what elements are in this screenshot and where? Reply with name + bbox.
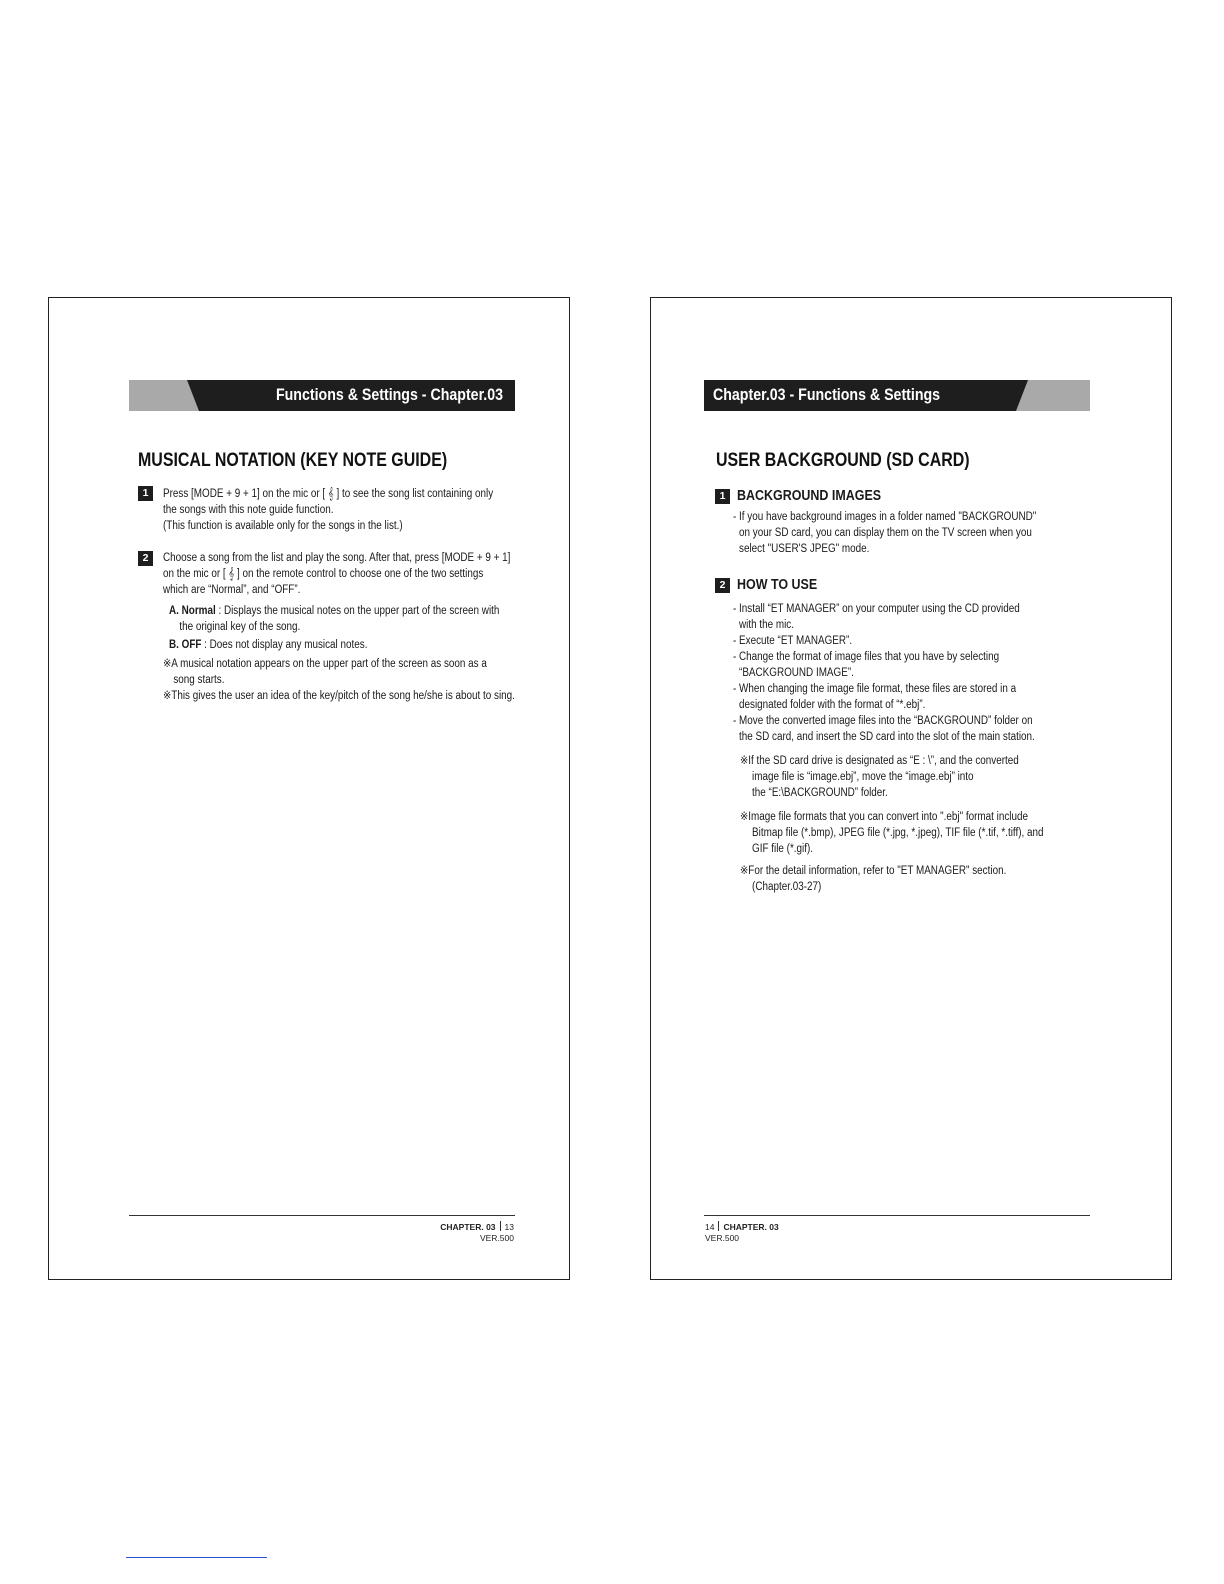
step-2-line: on the mic or [ 𝄞 ] on the remote control to choose one of the two settings — [163, 568, 484, 580]
section-2-line: - Execute “ET MANAGER”. — [733, 635, 853, 647]
note-line: ※This gives the user an idea of the key/pitch of the song he/she is about to sing. — [163, 690, 515, 702]
footer-chapter: CHAPTER. 03 — [440, 1222, 496, 1232]
note-line: song starts. — [173, 674, 225, 686]
left-page — [48, 297, 570, 1280]
right-footer — [705, 1221, 779, 1244]
right-header-bar — [704, 380, 1090, 411]
section-2-note-3 — [740, 863, 1006, 895]
option-a-label: A. Normal — [169, 605, 216, 617]
step-1-text — [163, 486, 493, 534]
left-page-title: MUSICAL NOTATION (KEY NOTE GUIDE) — [138, 450, 448, 471]
step-1-line: Press [MODE + 9 + 1] on the mic or [ 𝄞 ] to see the song list containing only — [163, 488, 494, 500]
note-line: ※If the SD card drive is designated as “E : \”, and the converted — [740, 755, 1019, 767]
left-footer — [440, 1221, 514, 1244]
section-2-note-2 — [740, 809, 1044, 857]
footer-page-number: 13 — [504, 1222, 514, 1232]
left-footer-rule — [129, 1215, 515, 1216]
section-2-note-1 — [740, 753, 1019, 801]
note-line: (Chapter.03-27) — [752, 881, 822, 893]
section-2-heading: HOW TO USE — [737, 577, 818, 593]
step-1-line: the songs with this note guide function. — [163, 504, 334, 516]
option-b-text: : Does not display any musical notes. — [201, 639, 368, 651]
step-2-badge: 2 — [138, 551, 153, 566]
step-1-badge: 1 — [138, 486, 153, 501]
section-1-heading: BACKGROUND IMAGES — [737, 488, 882, 504]
left-notes — [163, 656, 515, 704]
section-1-text — [733, 509, 1036, 557]
step-2-text — [163, 550, 510, 598]
option-b — [169, 637, 367, 653]
section-1-badge: 1 — [715, 489, 730, 504]
left-header-text: Functions & Settings - Chapter.03 — [275, 386, 503, 404]
note-line: the “E:\BACKGROUND” folder. — [752, 787, 888, 799]
right-footer-rule — [704, 1215, 1090, 1216]
note-line: ※Image file formats that you can convert into ".ebj" format include — [740, 811, 1028, 823]
section-2-line: - Move the converted image files into the “BACKGROUND” folder on — [733, 715, 1033, 727]
right-page — [650, 297, 1172, 1280]
section-2-line: “BACKGROUND IMAGE”. — [739, 667, 854, 679]
note-line: image file is “image.ebj”, move the “image.ebj” into — [752, 771, 974, 783]
section-2-badge: 2 — [715, 578, 730, 593]
note-line: GIF file (*.gif). — [752, 843, 814, 855]
option-a — [169, 603, 499, 635]
footer-version: VER.500 — [479, 1233, 514, 1243]
note-line: Bitmap file (*.bmp), JPEG file (*.jpg, *.jpeg), TIF file (*.tif, *.tiff), and — [752, 827, 1044, 839]
step-2-line: which are “Normal”, and “OFF”. — [163, 584, 301, 596]
left-header-bar — [129, 380, 515, 411]
option-a-text: : Displays the musical notes on the upper part of the screen with — [215, 605, 500, 617]
footer-page-number: 14 — [705, 1222, 715, 1232]
option-b-label: B. OFF — [169, 639, 202, 651]
section-2-line: - When changing the image file format, these files are stored in a — [733, 683, 1017, 695]
right-page-title: USER BACKGROUND (SD CARD) — [716, 450, 970, 471]
section-2-text — [733, 601, 1035, 745]
step-2-line: Choose a song from the list and play the song. After that, press [MODE + 9 + 1] — [163, 552, 511, 564]
right-header-text: Chapter.03 - Functions & Settings — [713, 386, 941, 404]
footer-separator — [718, 1221, 719, 1231]
footer-separator — [500, 1221, 501, 1231]
bottom-link-underline — [126, 1557, 267, 1558]
step-1-line: (This function is available only for the songs in the list.) — [163, 520, 403, 532]
section-1-line: on your SD card, you can display them on the TV screen when you — [739, 527, 1032, 539]
note-line: ※For the detail information, refer to "ET MANAGER" section. — [740, 865, 1007, 877]
section-2-line: - Install “ET MANAGER” on your computer using the CD provided — [733, 603, 1020, 615]
footer-chapter: CHAPTER. 03 — [723, 1222, 779, 1232]
section-2-line: - Change the format of image files that you have by selecting — [733, 651, 1000, 663]
section-1-line: - If you have background images in a folder named "BACKGROUND" — [733, 511, 1037, 523]
section-2-line: the SD card, and insert the SD card into the slot of the main station. — [739, 731, 1035, 743]
section-2-line: designated folder with the format of “*.ebj”. — [739, 699, 926, 711]
footer-version: VER.500 — [705, 1233, 740, 1243]
section-2-line: with the mic. — [739, 619, 794, 631]
option-a-cont: the original key of the song. — [179, 621, 301, 633]
note-line: ※A musical notation appears on the upper part of the screen as soon as a — [163, 658, 487, 670]
section-1-line: select "USER'S JPEG" mode. — [739, 543, 870, 555]
